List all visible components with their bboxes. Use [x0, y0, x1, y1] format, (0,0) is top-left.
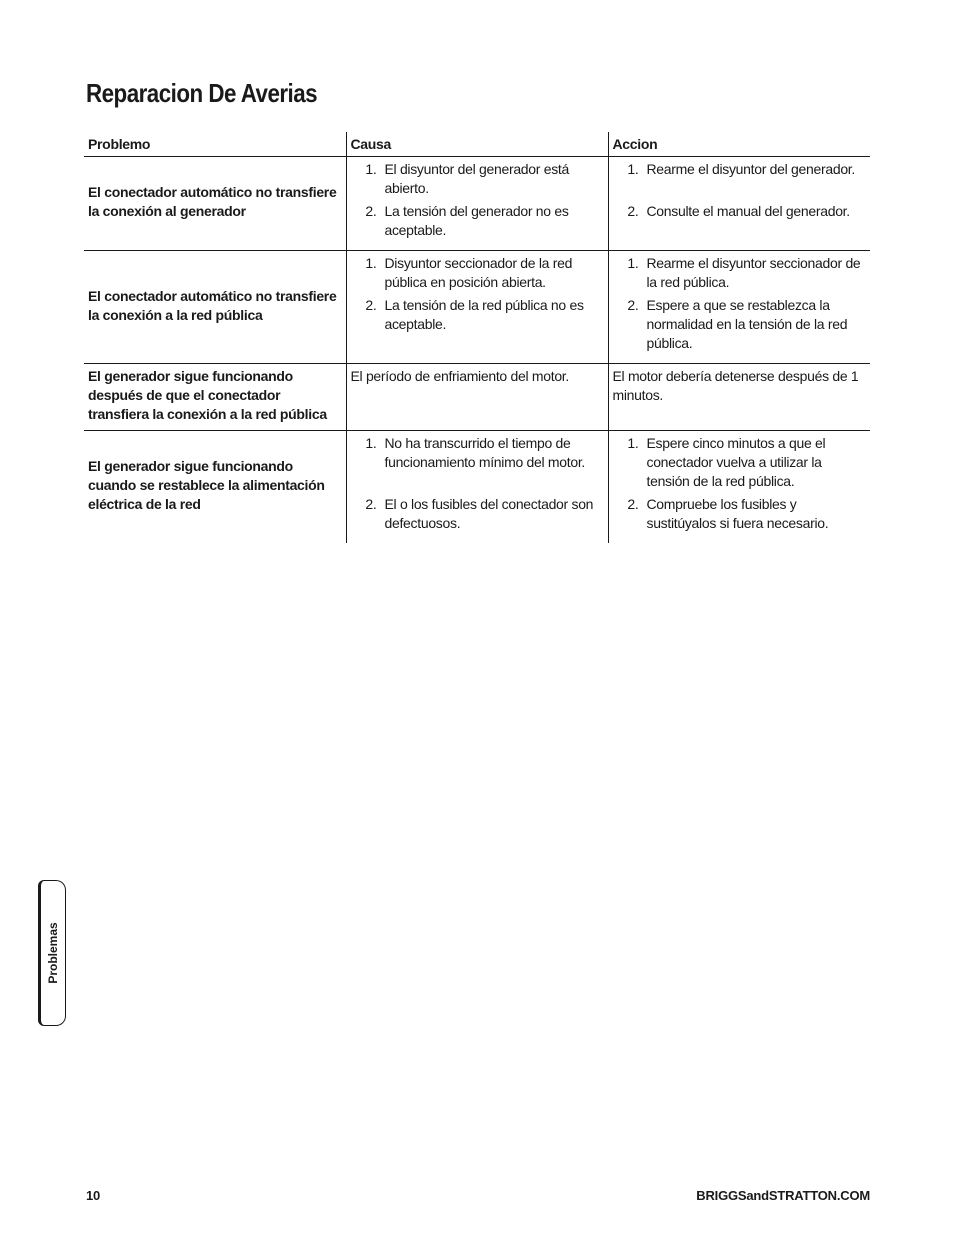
header-cause: Causa [346, 132, 608, 157]
list-item: 1. El disyuntor del generador está abierto. [365, 161, 569, 196]
cause-cell [346, 431, 608, 544]
action-cell [608, 157, 870, 251]
list-item: 1. Rearme el disyuntor del generador. [627, 161, 855, 177]
list-item: 2. Consulte el manual del generador. [627, 203, 850, 219]
list-item: 1. Espere cinco minutos a que el conectador vuelva a utilizar la tensión de la red pública. [627, 435, 826, 489]
problem-cell: El conectador automático no transfiere la conexión al generador [84, 157, 346, 251]
table-row [84, 157, 870, 251]
action-list [613, 434, 867, 533]
cause-list [351, 254, 604, 334]
cause-cell [346, 157, 608, 251]
cause-cell: El período de enfriamiento del motor. [346, 364, 608, 431]
page-number: 10 [86, 1188, 101, 1203]
list-item: 2. El o los fusibles del conectador son defectuosos. [365, 496, 594, 531]
table-header-row [84, 132, 870, 157]
side-tab-label: Problemas [46, 922, 60, 984]
problem-cell: El generador sigue funcionando después de que el conectador transfiera la conexión a la red pública [84, 364, 346, 431]
cause-cell [346, 251, 608, 364]
action-cell: El motor debería detenerse después de 1 minutos. [608, 364, 870, 431]
list-item: 2. Compruebe los fusibles y sustitúyalos si fuera necesario. [627, 496, 829, 531]
action-cell [608, 431, 870, 544]
table-row [84, 364, 870, 431]
list-item: 2. La tensión del generador no es aceptable. [365, 203, 569, 238]
list-item: 2. Espere a que se restablezca la normalidad en la tensión de la red pública. [627, 297, 848, 351]
action-list [613, 160, 867, 221]
action-cell [608, 251, 870, 364]
cause-list [351, 434, 604, 533]
page-title: Reparacion De Averias [86, 78, 318, 108]
table-row [84, 431, 870, 544]
problem-cell: El generador sigue funcionando cuando se restablece la alimentación eléctrica de la red [88, 458, 325, 512]
list-item: 1. No ha transcurrido el tiempo de funcionamiento mínimo del motor. [365, 435, 586, 470]
cause-list [351, 160, 604, 240]
list-item: 2. La tensión de la red pública no es aceptable. [365, 297, 584, 332]
section-side-tab [38, 880, 66, 1026]
header-problem: Problemo [84, 132, 346, 157]
list-item: 1. Rearme el disyuntor seccionador de la red pública. [627, 255, 861, 290]
problem-cell: El conectador automático no transfiere la conexión a la red pública [84, 251, 346, 364]
header-action: Accion [608, 132, 870, 157]
table-row [84, 251, 870, 364]
action-list [613, 254, 867, 353]
troubleshooting-table [84, 132, 870, 543]
list-item: 1. Disyuntor seccionador de la red pública en posición abierta. [365, 255, 573, 290]
website-footer: BRIGGSandSTRATTON.COM [696, 1188, 870, 1203]
